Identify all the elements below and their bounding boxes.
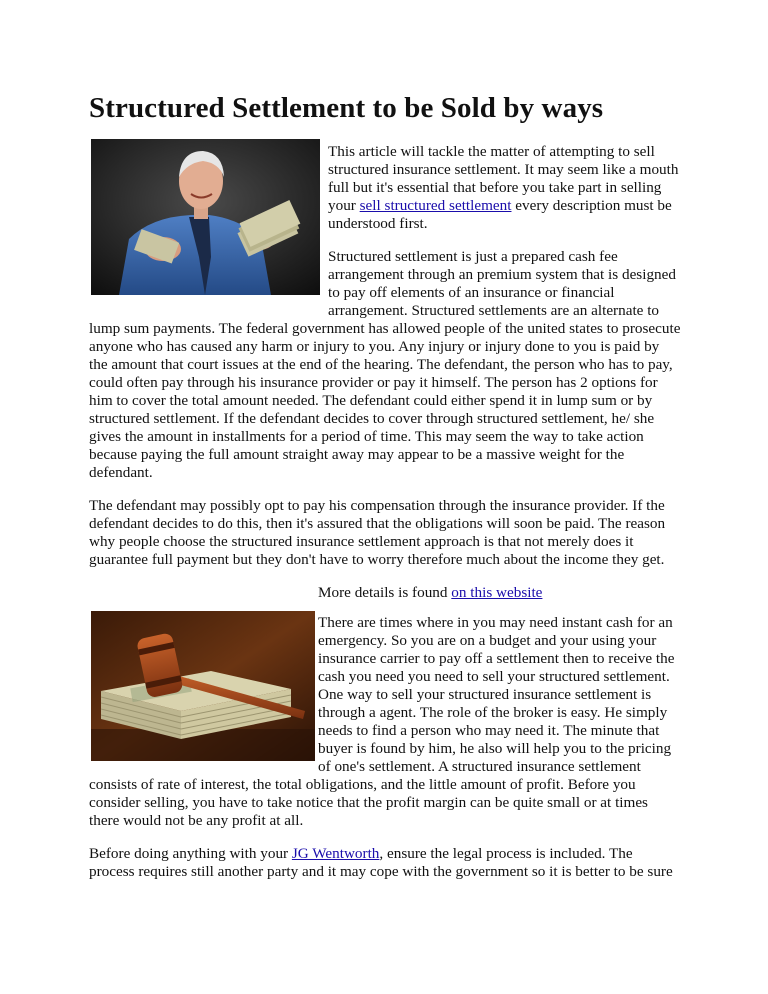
text-segment: More details is found: [318, 584, 452, 601]
text-line: structured insurance settlement. It may seem like a mouth: [328, 161, 679, 178]
text-line: The defendant may possibly opt to pay his compensation through the insurance provider. If the: [89, 497, 665, 514]
text-line: defendant.: [89, 464, 153, 481]
text-line: needs to find a person who may need it. The minute that: [318, 722, 660, 739]
text-line: there would not be any profit at all.: [89, 812, 304, 829]
more-details-line: [318, 584, 542, 602]
page-title: Structured Settlement to be Sold by ways: [89, 92, 604, 124]
text-line: gives the amount in installments for a period of time. This may seem the way to take action: [89, 428, 644, 445]
text-line: consists of rate of interest, the total obligations, and the little amount of profit. Before you: [89, 776, 636, 793]
text-line: understood first.: [328, 215, 428, 232]
text-line: because paying the full amount straight away may appear to be a massive weight for the: [89, 446, 625, 463]
text-line: could often pay through his insurance provider or pay it himself. The person has 2 options for: [89, 374, 658, 391]
sell-structured-settlement-link[interactable]: sell structured settlement: [359, 197, 512, 214]
text-line: buyer is found by him, he also will help you to the pricing: [318, 740, 672, 757]
gavel-money-photo: [91, 611, 315, 761]
text-line: to pay off elements of an insurance or financial: [328, 284, 615, 301]
text-line: insurance carrier to pay off a settlement then to receive the: [318, 650, 675, 667]
text-line: consider selling, you have to take notice that the profit margin can be quite small or at times: [89, 794, 648, 811]
text-line: [328, 197, 672, 215]
businessman-photo: [91, 139, 320, 295]
text-line: full but it's essential that before you take part in selling: [328, 179, 662, 196]
text-line: emergency. So you are on a budget and your using your: [318, 632, 657, 649]
text-segment: Before doing anything with your: [89, 845, 292, 862]
text-line: defendant decides to do this, then it's assured that the obligations will soon be paid. The reason: [89, 515, 666, 532]
text-line: There are times where in you may need instant cash for an: [318, 614, 673, 631]
jg-wentworth-link[interactable]: JG Wentworth: [291, 845, 380, 862]
text-line: Structured settlement is just a prepared cash fee: [328, 248, 618, 265]
text-line: of one's settlement. A structured insurance settlement: [318, 758, 641, 775]
website-link[interactable]: on this website: [451, 584, 543, 601]
text-line: arrangement through an premium system that is designed: [328, 266, 676, 283]
text-line: why people choose the structured insurance settlement approach is that not merely does it: [89, 533, 634, 550]
text-segment: , ensure the legal process is included. The: [379, 845, 633, 862]
text-line: him to cover the total amount needed. The defendant could either spend it in lump sum or by: [89, 392, 653, 409]
text-segment: your: [328, 197, 360, 214]
text-line: process requires still another party and it may cope with the government so it is better to be sure: [89, 863, 673, 880]
text-line: anyone who has caused any harm or injury to you. Any injury or injury done to you is paid by: [89, 338, 660, 355]
text-line: [89, 845, 633, 863]
text-line: lump sum payments. The federal government has allowed people of the united states to prosecute: [89, 320, 681, 337]
text-line: This article will tackle the matter of attempting to sell: [328, 143, 655, 160]
text-line: arrangement. Structured settlements are an alternate to: [328, 302, 660, 319]
text-line: cash you need you need to sell your structured settlement.: [318, 668, 670, 685]
text-line: structured settlement. If the defendant decides to cover through structured settlement, he/ she: [89, 410, 655, 427]
text-line: through a agent. The role of the broker is easy. He simply: [318, 704, 668, 721]
text-line: the amount that court issues at the end of the hearing. The defendant, the person who has to pay,: [89, 356, 673, 373]
text-line: One way to sell your structured insurance settlement is: [318, 686, 652, 703]
text-segment: every description must be: [511, 197, 672, 214]
text-line: guarantee full payment but they don't have to worry therefore much about the income they get.: [89, 551, 665, 568]
